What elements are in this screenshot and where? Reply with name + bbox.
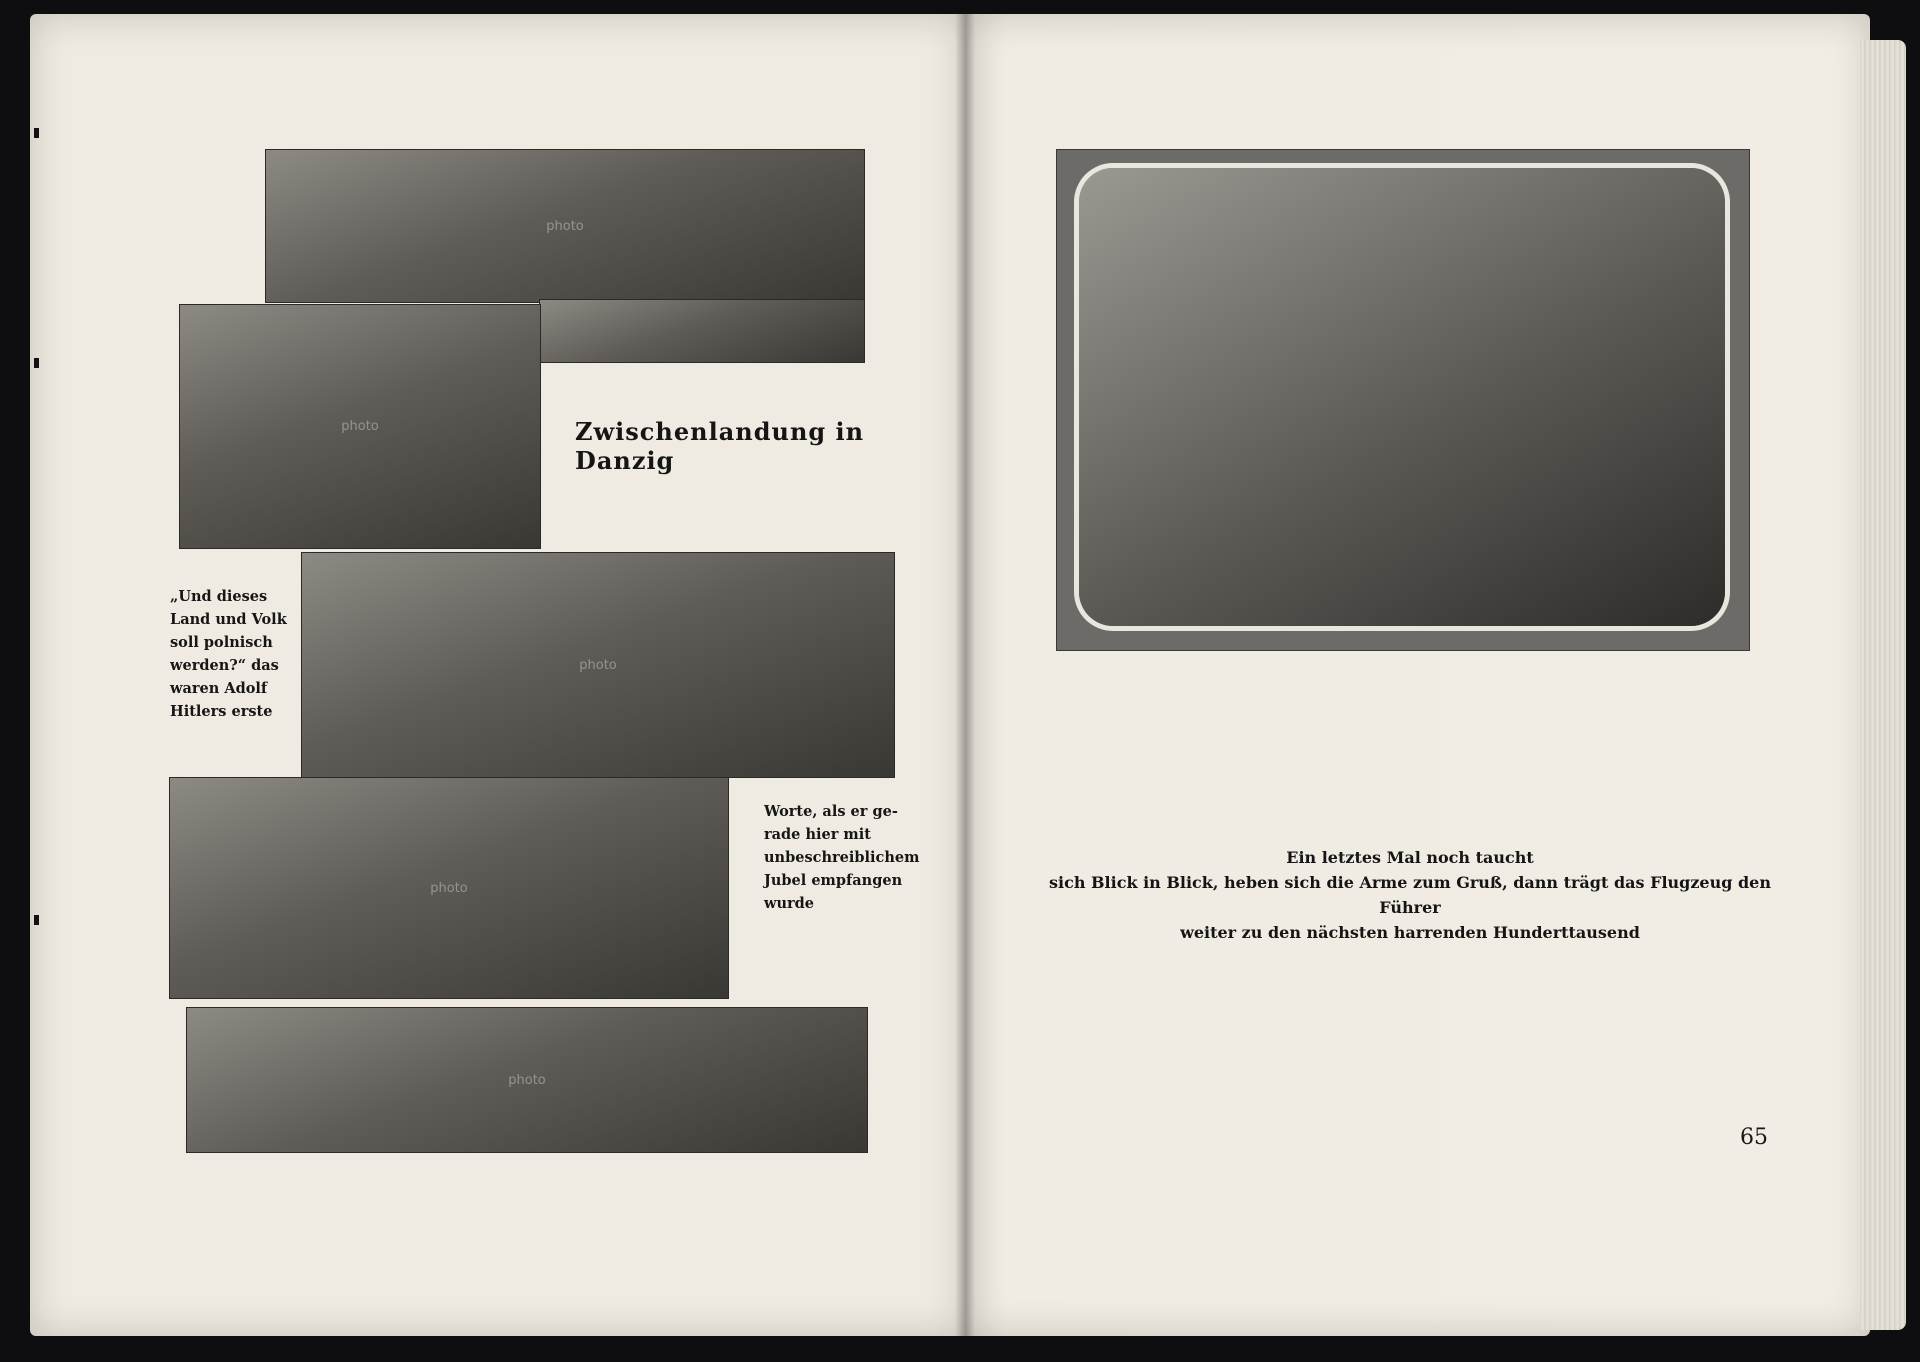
side-text-line: rade hier mit: [764, 826, 871, 843]
caption-line: Ein letztes Mal noch taucht: [1286, 848, 1534, 867]
section-heading: Zwischenlandung in Danzig: [575, 417, 865, 475]
side-text-line: Land und Volk: [170, 611, 287, 628]
side-text-line: Jubel empfangen: [764, 872, 903, 889]
photo-3: photo: [302, 553, 894, 777]
caption-line: sich Blick in Blick, heben sich die Arme zum Gruß, dann trägt das Flugzeug den Führer: [1048, 873, 1771, 917]
side-text-line: unbeschreiblichem: [764, 849, 920, 866]
margin-mark: [34, 915, 39, 925]
photo-2: photo: [180, 305, 540, 548]
side-text-line: „Und dieses: [170, 588, 268, 605]
photo-6: [1079, 168, 1725, 626]
page-edges: [1860, 40, 1906, 1330]
side-text-line: wurde: [764, 895, 815, 912]
side-text-line: soll polnisch: [170, 634, 273, 651]
book-gutter: [955, 14, 975, 1336]
side-text-line: Worte, als er ge-: [764, 803, 898, 820]
side-text-1: [170, 585, 287, 723]
photo-1-lower: [540, 300, 864, 362]
caption: [1040, 845, 1780, 945]
side-text-line: waren Adolf: [170, 680, 268, 697]
margin-mark: [34, 128, 39, 138]
photo-5: photo: [187, 1008, 867, 1152]
side-text-2: [764, 800, 920, 915]
page-number: 65: [1740, 1125, 1768, 1150]
side-text-line: Hitlers erste: [170, 703, 273, 720]
margin-mark: [34, 358, 39, 368]
photo-1: photo: [266, 150, 864, 302]
photo-4: photo: [170, 778, 728, 998]
side-text-line: werden?“ das: [170, 657, 279, 674]
photo-frame: [1057, 150, 1749, 650]
caption-line: weiter zu den nächsten harrenden Hunderttausend: [1180, 923, 1640, 942]
